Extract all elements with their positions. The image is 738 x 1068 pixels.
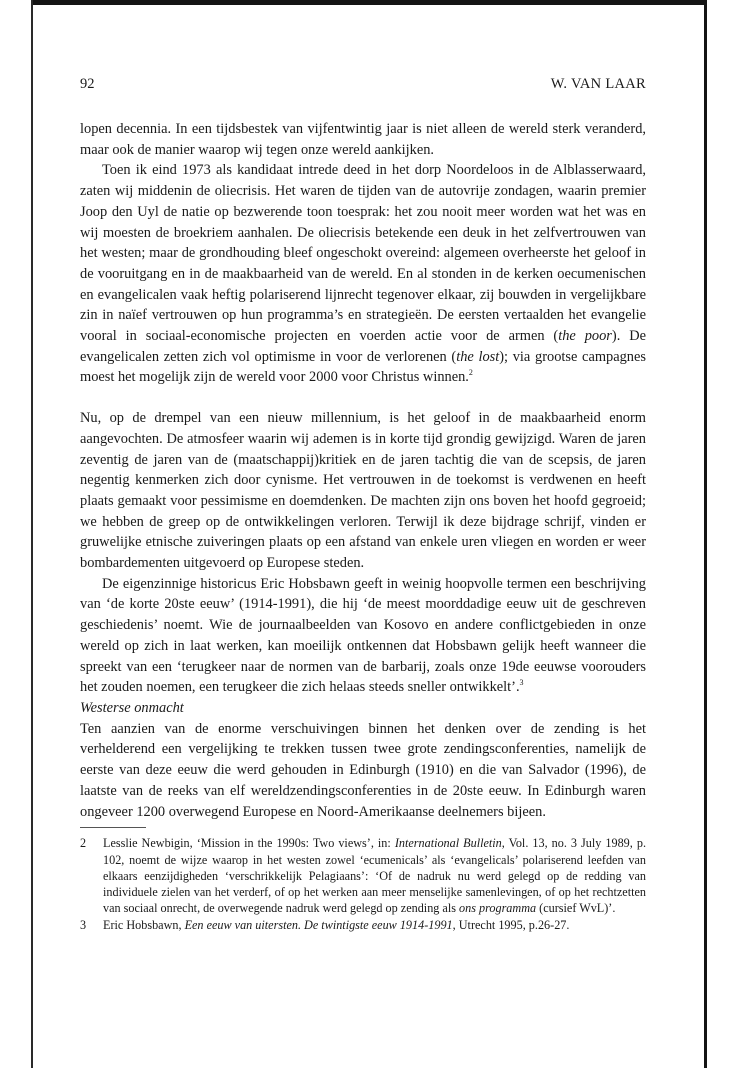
footnote-number: 2 bbox=[80, 836, 87, 851]
italic-text: the lost bbox=[456, 348, 500, 365]
italic-text: ons programma bbox=[459, 901, 537, 916]
footnote-text bbox=[103, 918, 569, 932]
section-heading: Westerse onmacht bbox=[80, 699, 184, 716]
text-run: , Utrecht 1995, p.26-27. bbox=[452, 917, 570, 932]
running-header bbox=[80, 76, 646, 96]
scan-border-right bbox=[704, 0, 707, 1068]
footnote-number: 3 bbox=[80, 917, 87, 932]
text-run: lopen decennia. In een tijdsbestek van vijfentwintig jaar is niet alleen de wereld sterk veranderd, maar ook de manier waarop wij tegen onze wereld aankijken. bbox=[80, 121, 646, 158]
text-run: De eigenzinnige historicus Eric Hobsbawn geeft in weinig hoopvolle termen een beschrijving van ‘de korte 20ste eeuw’ (1914-1991), die hij ‘de meest moorddadige eeuw uit de geschreven geschiedenis’ noemt. Wie de journaalbeelden van Kosovo en andere conflictgebieden in onze wereld op zich in laat werken, kan moeilijk ontkennen dat Hobsbawn gelijk heeft wanneer die spreekt van een ‘terugkeer naar de normen van de barbarij, zoals onze 19de eeuwse voorouders het zouden noemen, een terugkeer die zich helaas steeds sneller ontwikkelt’. bbox=[80, 575, 646, 696]
text-run: Eric Hobsbawn, bbox=[103, 917, 185, 932]
text-run: ); via grootse campagnes moest het mogelijk zijn de wereld voor 2000 voor Christus winnen. bbox=[80, 348, 646, 386]
footnote bbox=[80, 917, 646, 933]
paragraph bbox=[80, 160, 646, 388]
footnote-separator bbox=[80, 827, 146, 828]
paragraph bbox=[80, 408, 646, 574]
running-head-author: W. VAN LAAR bbox=[550, 76, 646, 92]
page-number: 92 bbox=[80, 76, 95, 92]
scan-border-top bbox=[31, 0, 707, 5]
scan-border-left bbox=[31, 0, 33, 1068]
footnote-text bbox=[103, 836, 646, 915]
text-run: (cursief WvL)’. bbox=[536, 901, 616, 916]
text-run: Nu, op de drempel van een nieuw millennium, is het geloof in de maakbaarheid enorm aangevochten. De atmosfeer waarin wij ademen is in korte tijd grondig gewijzigd. Waren de jaren zeventig de jaren van de (maatschappij)kritiek en de jaren tachtig die van de scepsis, de jaren negentig kenmerken zich door cynisme. Het vertrouwen in de toekomst is verdwenen en heeft plaats gemaakt voor pessimisme en doemdenken. De machten zijn ons boven het hoofd gegroeid; we hebben de greep op de ontwikkelingen verloren. Terwijl ik deze bijdrage schrijf, vinden er gruwelijke etnische zuiveringen plaats op een afstand van enkele uren vliegen en worden er weer bombardementen uitgevoerd op Europese steden. bbox=[80, 410, 646, 572]
paragraph: Ten aanzien van de enorme verschuivingen binnen het denken over de zending is het verhelderend een vergelijking te trekken tussen twee grote zendingsconferenties, namelijk de eerste van deze eeuw die werd gehouden in Edinburgh (1910) en die van Salvador (1996), de laatste van de reeks van elf wereldzendingsconferenties in de 20ste eeuw. In Edinburgh waren ongeveer 1200 overwegend Europese en Noord-Amerikaanse deelnemers bijeen. bbox=[80, 720, 646, 820]
text-run: ). De evangelicalen zetten zich vol optimisme in voor de verlorenen ( bbox=[80, 328, 646, 365]
italic-text: Een eeuw van uitersten. De twintigste eeuw 1914-1991 bbox=[184, 917, 453, 932]
paragraph bbox=[80, 119, 646, 160]
footnote-reference[interactable]: 2 bbox=[468, 368, 473, 378]
main-text bbox=[80, 119, 646, 933]
text-run: Lesslie Newbigin, ‘Mission in the 1990s: Two views’, in: bbox=[103, 836, 395, 851]
italic-text: the poor bbox=[558, 328, 612, 345]
paragraph bbox=[80, 574, 646, 698]
footnotes bbox=[80, 835, 646, 933]
footnote-reference[interactable]: 3 bbox=[519, 678, 524, 688]
footnote bbox=[80, 835, 646, 916]
text-run: , Vol. 13, no. 3 July 1989, p. 102, noemt de wijze waarop in het westen zowel ‘ecumenicals’ als ‘evangelicals’ polariserend leefden van elkaars eenzijdigheden ‘verschrikkelijk Pelagiaans’: ‘Of de nadruk nu werd gelegd op de redding van individuele zielen van het verderf, of op het werken aan meer menselijke samenlevingen, of op het rechtzetten van sociaal onrecht, de overwegende nadruk werd gelegd op zending als bbox=[103, 836, 646, 916]
italic-text: International Bulletin bbox=[394, 836, 502, 851]
text-run: Toen ik eind 1973 als kandidaat intrede deed in het dorp Noordeloos in de Alblasserwaard, zaten wij middenin de oliecrisis. Het waren de tijden van de autovrije zondagen, waarin premier Joop den Uyl de natie op bezwerende toon toesprak: het zou nooit meer worden wat het was en wij moesten de broekriem aanhalen. De oliecrisis betekende een deuk in het zelfvertrouwen van het westen; maar de grondhouding bleef ongeschokt overeind: algemeen overheerste het geloof in de vooruitgang en in de maakbaarheid van de wereld. En al stonden in de kerken oecumenischen en evangelicalen vaak heftig polariserend lijnrecht tegenover elkaar, zij bouwden in vergelijkbare zin in naïef vertrouwen op hun programma’s en strategieën. De eersten vertaalden het evangelie vooral in sociaal-economische projecten en voerden actie voor de armen ( bbox=[80, 162, 646, 345]
